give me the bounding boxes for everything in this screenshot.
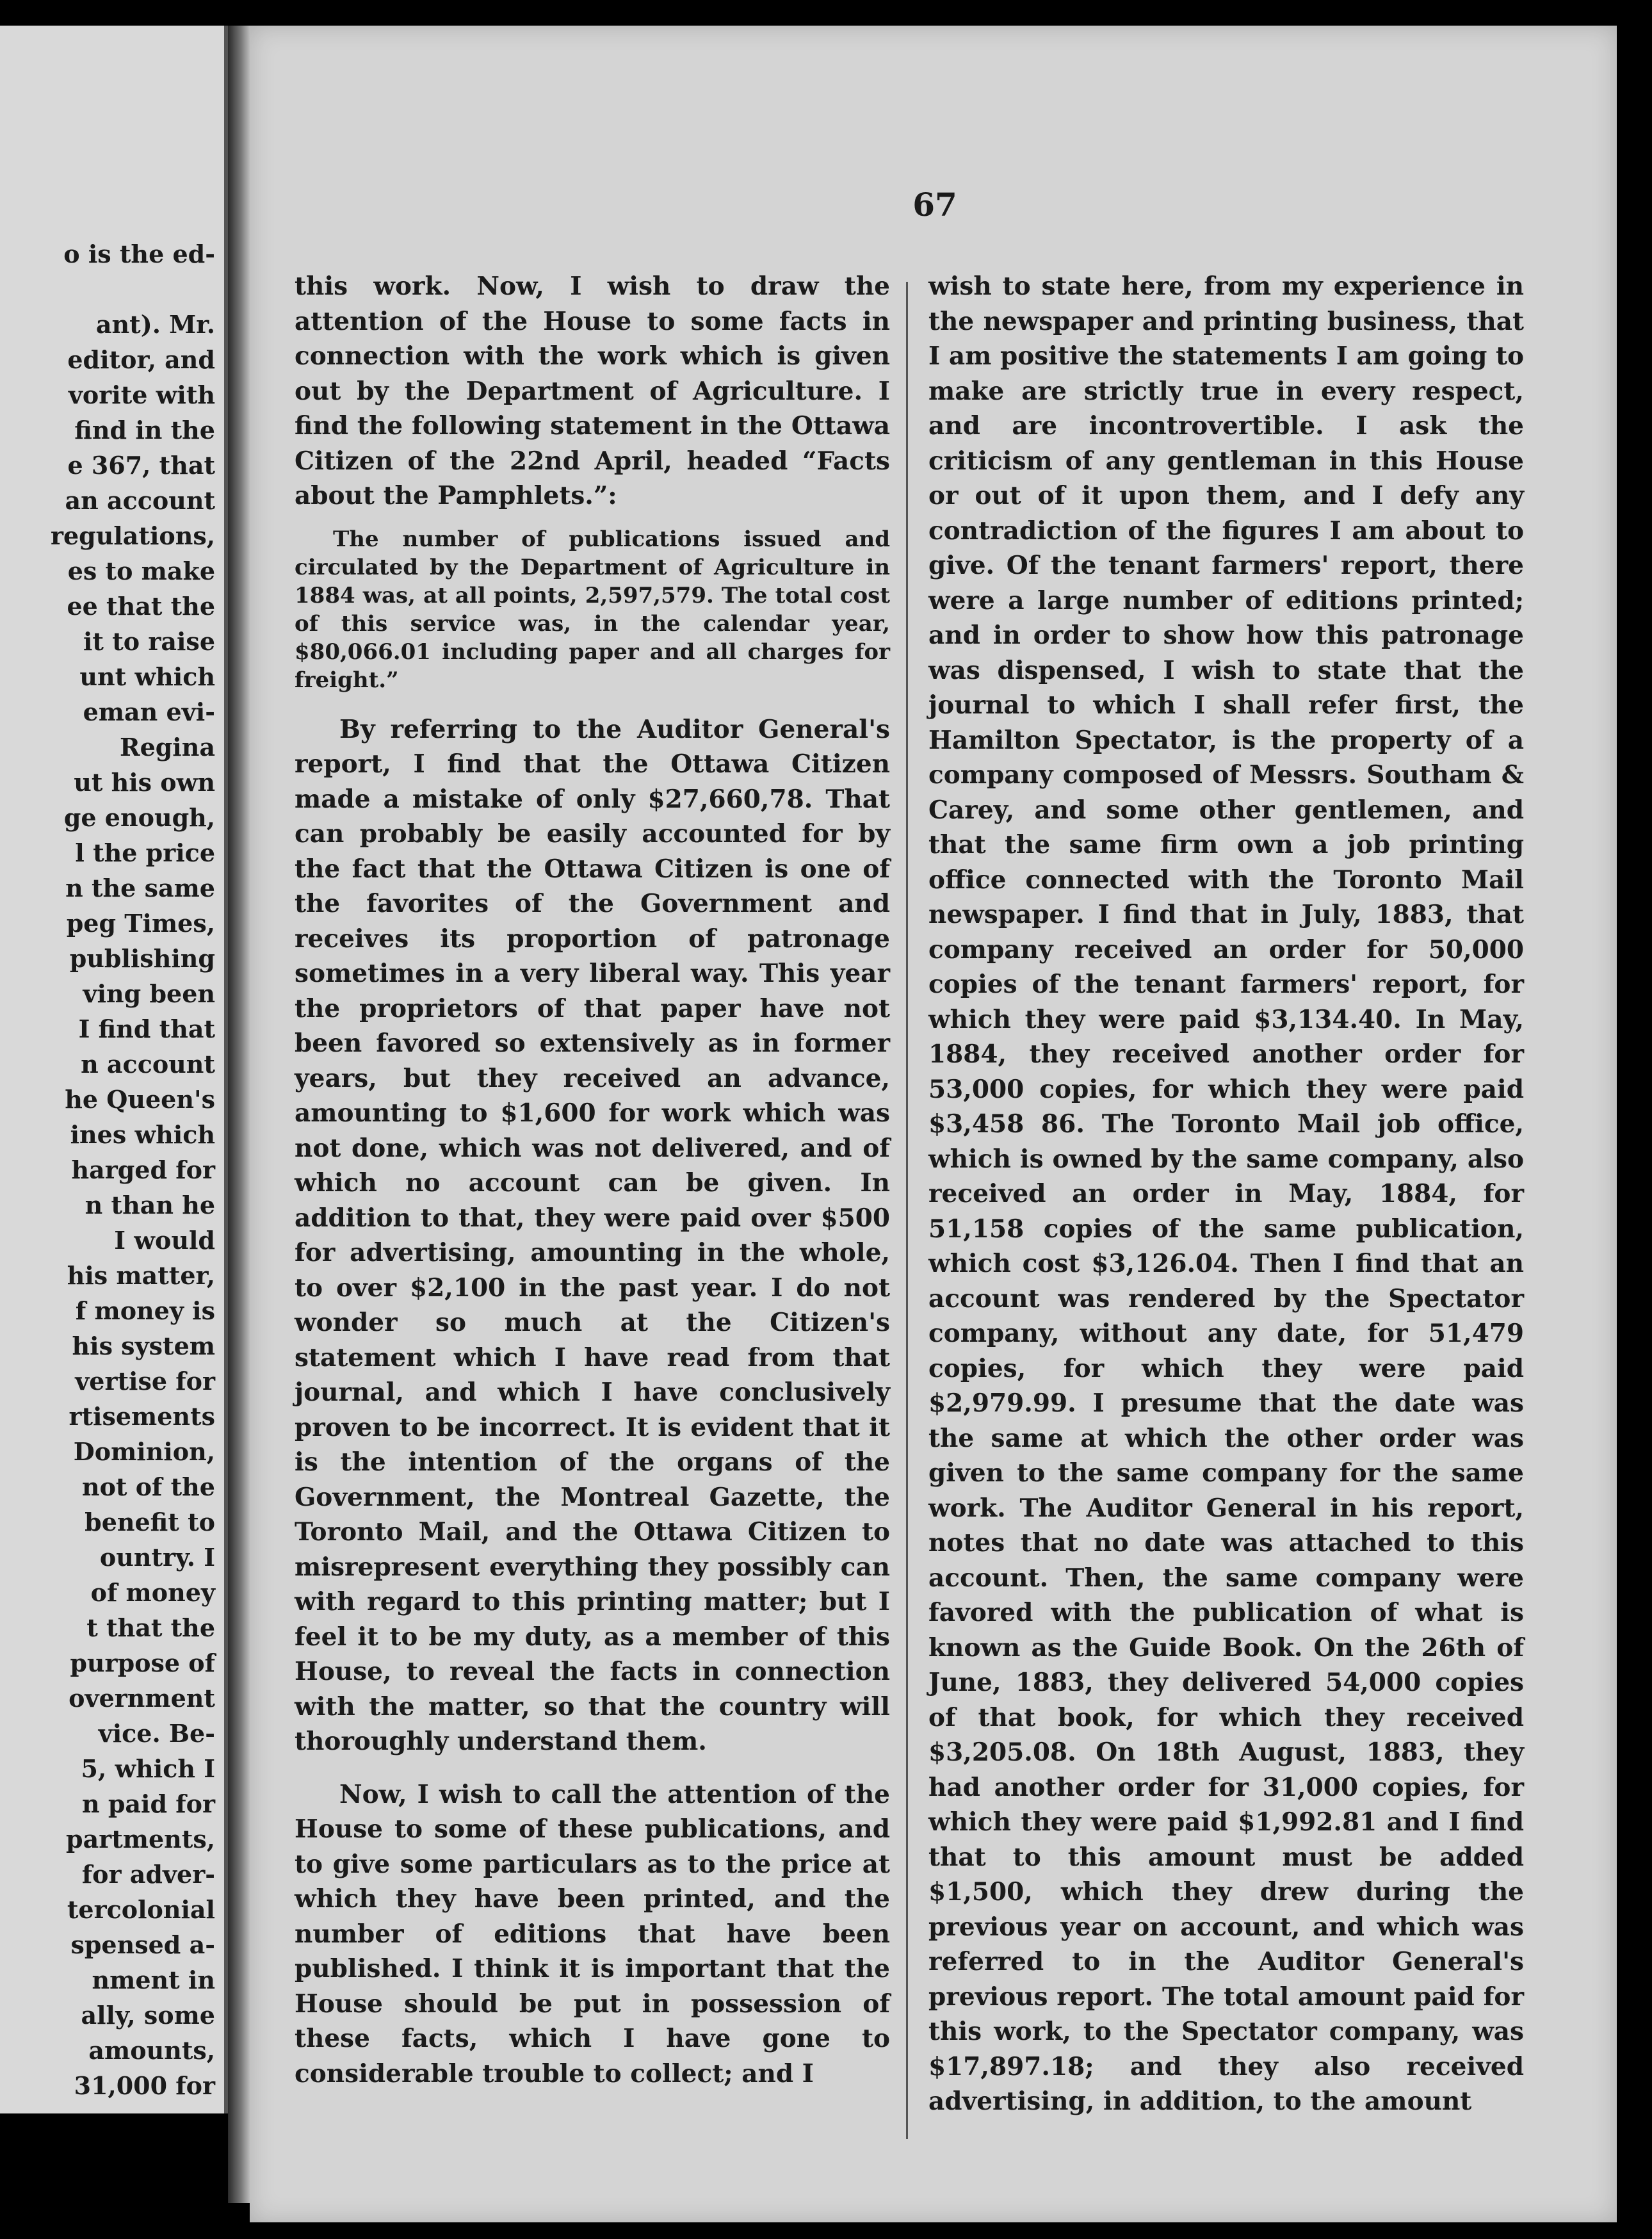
left-page-line: rtisements [69,1402,215,1431]
left-page-line: I find that [78,1014,215,1043]
left-page-line: he Queen's [65,1085,215,1114]
left-page-line: purpose of [70,1649,215,1677]
left-page-line: vorite with [68,380,215,409]
right-column [928,269,1524,2119]
left-page-line: editor, and [67,345,215,374]
left-page-line: ally, some [81,2001,215,2030]
left-page-line: find in the [74,416,215,444]
left-page-line: of money [90,1578,215,1607]
left-page-line: an account [65,486,215,515]
paragraph: Now, I wish to call the attention of the House to some of these publications, and to give some particulars as to the price at which they have been printed, and the number of editions that have been published. I think it is important that the House should be put in possession of these facts, which I have gone to considerable trouble to collect; and I [295,1779,890,2088]
left-column [295,269,890,2091]
left-page-line: e 367, that [67,451,215,480]
left-page-line: 5, which I [81,1754,215,1783]
paragraph: wish to state here, from my experience in the newspaper and printing business, that I am positive the statements I am going to make are strictly true in every respect, and are incontrovertible. I ask the criticism of any gentleman in this House or out of it upon them, and I defy any contradiction of the figures I am about to give. Of the tenant farmers' report, there were a large number of editions printed; and in order to show how this patronage was dispensed, I wish to state that the journal to which I shall refer first, the Hamilton Spectator, is the property of a company composed of Messrs. Southam & Carey, and some other gentlemen, and that the same firm own a job printing office connected with the Toronto Mail newspaper. I find that in July, 1883, that company received an order for 50,000 copies of the tenant farmers' report, for which they were paid $3,134.40. In May, 1884, they received another order for 53,000 copies, for which they were paid $3,458 86. The Toronto Mail job office, which is owned by the same company, also received an order in May, 1884, for 51,158 copies of the same publication, which cost $3,126.04. Then I find that an account was rendered by the Spectator company, without any date, for 51,479 copies, for which they were paid $2,979.99. I presume that the date was the same at which the other order was given to the same company for the same work. The Auditor General in his report, notes that no date was attached to this account. Then, the same company were favored with the publication of what is known as the Guide Book. On the 26th of June, 1883, they delivered 54,000 copies of that book, for which they received $3,205.08. On 18th August, 1883, they had another order for 31,000 copies, for which they were paid $1,992.81 and I find that to this amount must be added $1,500, which they drew during the previous year on account, and which was referred to in the Auditor General's previous report. The total amount paid for this work, to the Spectator company, was $17,897.18; and they also received advertising, in addition, to the amount [928,272,1524,2116]
book-gutter [228,26,250,2203]
left-page-line: ountry. I [99,1543,215,1572]
left-page-line: peg Times, [66,909,215,938]
left-page-line: ving been [83,979,215,1008]
left-page-line: Dominion, [73,1437,215,1466]
left-page-line: n than he [85,1191,215,1219]
left-page-line: his matter, [67,1261,215,1290]
left-page-line: eman evi- [83,697,215,726]
left-page-line: benefit to [85,1508,215,1536]
paragraph: this work. Now, I wish to draw the attention of the House to some facts in connection with the work which is given out by the Department of Agriculture. I find the following statement in the Ottawa Citizen of the 22nd April, headed “Facts about the Pamphlets.”: [295,272,890,510]
left-page-line: unt which [79,662,215,691]
left-page-line: for adver- [81,1860,215,1889]
left-page-line: es to make [67,557,215,585]
left-page-line: f money is [75,1296,215,1325]
left-page-line: 31,000 for [74,2071,215,2100]
left-page-line: not of the [81,1472,215,1501]
left-page-line: spensed a- [70,1930,215,1959]
page-number: 67 [912,186,957,224]
left-page-line: his system [72,1331,215,1360]
left-page-line: harged for [71,1155,215,1184]
quotation: The number of publications issued and circulated by the Department of Agriculture in 1884 was, at all points, 2,597,579. The total cost of this service was, in the calendar year, $80,066.01 including paper and all charges for freight.” [295,526,890,693]
left-page-line: publishing [69,944,215,973]
left-page-line: partments, [66,1825,215,1853]
left-facing-page [0,26,228,2113]
left-page-line: ee that the [67,592,215,621]
left-page-line: I would [114,1226,215,1255]
left-page-line: n paid for [82,1789,215,1818]
left-page-line: regulations, [50,521,215,550]
left-page-line: overnment [69,1684,215,1713]
left-page-line: nment in [92,1966,215,1994]
left-page-line: l the price [75,838,215,867]
left-page-line: n the same [65,874,215,902]
left-page-line: amounts, [88,2036,215,2065]
left-page-line: o is the ed- [63,240,215,268]
left-page-line: vice. Be- [98,1719,215,1748]
left-page-line: vertise for [75,1367,215,1396]
left-page-line: Regina [119,733,215,761]
left-page-line: ines which [70,1120,215,1149]
left-page-line: ge enough, [63,803,215,832]
left-page-line: it to raise [83,627,215,656]
left-page-line: ant). Mr. [95,310,215,339]
left-page-line: n account [81,1050,215,1079]
left-page-line: t that the [86,1613,215,1642]
main-page [250,26,1617,2222]
left-page-line: ut his own [74,768,215,797]
left-page-line: tercolonial [67,1895,215,1924]
column-divider [906,282,908,2139]
paragraph: By referring to the Auditor General's report, I find that the Ottawa Citizen made a mistake of only $27,660,78. That can probably be easily accounted for by the fact that the Ottawa Citizen is one of the favorites of the Government and receives its proportion of patronage sometimes in a very liberal way. This year the proprietors of that paper have not been favored so extensively as in former years, but they received an advance, amounting to $1,600 for work which was not done, which was not delivered, and of which no account can be given. In addition to that, they were paid over $500 for advertising, amounting in the whole, to over $2,100 in the past year. I do not wonder so much at the Citizen's statement which I have read from that journal, and which I have conclusively proven to be incorrect. It is evident that it is the intention of the organs of the Government, the Montreal Gazette, the Toronto Mail, and the Ottawa Citizen to misrepresent everything they possibly can with regard to this printing matter; but I feel it to be my duty, as a member of this House, to reveal the facts in connection with the matter, so that the country will thoroughly understand them. [295,714,890,1756]
